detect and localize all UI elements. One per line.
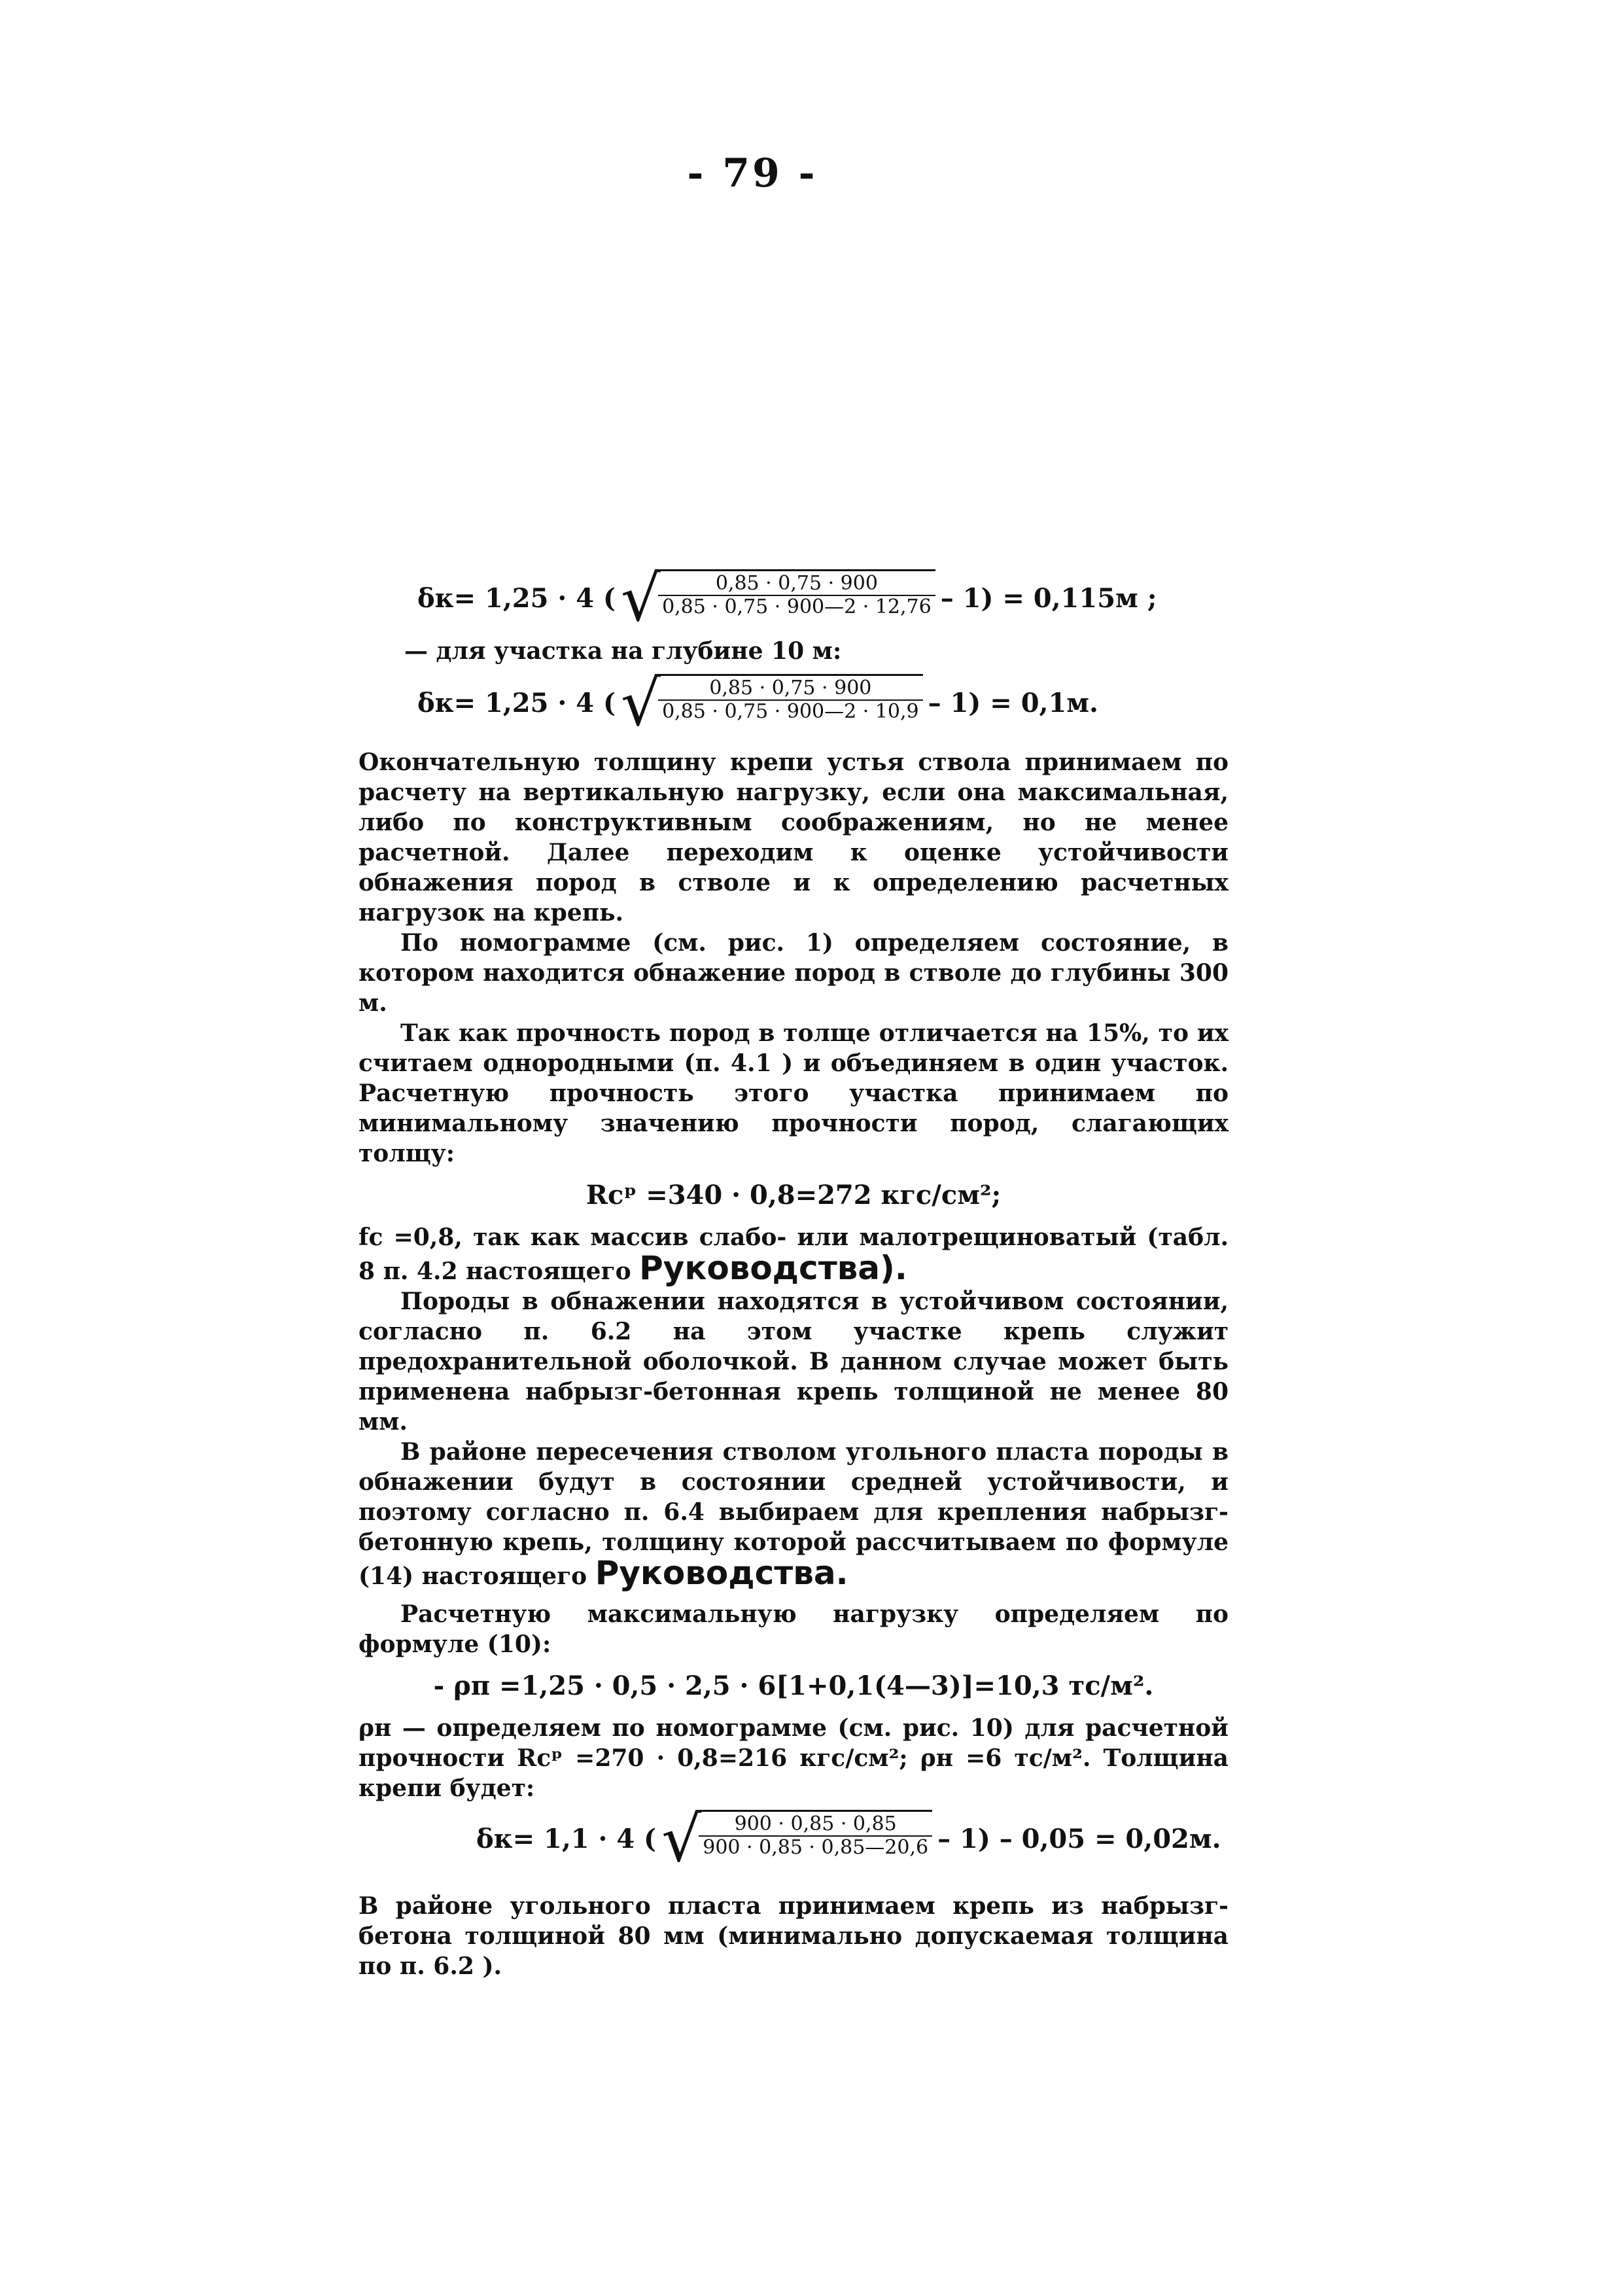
paragraph-conclusion: В районе угольного пласта принимаем крепь из набрызг-бетона толщиной 80 мм (минимально допускаемая толщина по п. 6.2 ). bbox=[358, 1892, 1229, 1980]
guide-reference: Руководства. bbox=[595, 1554, 848, 1592]
paragraph-nomogram: По номограмме (см. рис. 1) определяем состояние, в котором находится обнажение пород в стволе до глубины 300 м. bbox=[358, 929, 1229, 1017]
radical-sign: √ bbox=[661, 1803, 702, 1876]
page-number: - 79 - bbox=[687, 150, 818, 196]
formula-thickness-3 bbox=[476, 1803, 1229, 1876]
paragraph-stable-rock: Породы в обнажении находятся в устойчивом состоянии, согласно п. 6.2 на этом участке крепь служит предохранительной оболочкой. В данном случае может быть применена набрызг-бетонная крепь толщиной не менее 80 мм. bbox=[358, 1288, 1229, 1436]
spacer bbox=[358, 1875, 1229, 1891]
paragraph-fc-text: fс =0,8, так как массив слабо- или малотрещиноватый (табл. 8 п. 4.2 настоящего bbox=[358, 1224, 1229, 1285]
radical-sign: √ bbox=[620, 667, 661, 740]
formula-load: - ρп =1,25 · 0,5 · 2,5 · 6[1+0,1(4—3)]=10,3 тс/м². bbox=[433, 1670, 1154, 1701]
radical-sign: √ bbox=[620, 562, 661, 635]
fraction bbox=[699, 1810, 932, 1869]
formula-thickness-1 bbox=[417, 562, 1229, 635]
formula-rhs: – 1) = 0,1м. bbox=[928, 688, 1098, 718]
square-root bbox=[661, 1803, 932, 1876]
fraction-denominator: 0,85 · 0,75 · 900—2 · 10,9 bbox=[662, 700, 919, 723]
paragraph-coal-seam-text: В районе пересечения стволом угольного пласта породы в обнажении будут в состоянии средней устойчивости, и поэтому согласно п. 6.4 выбираем для крепления набрызг-бетонную крепь, толщину которой рассчитываем по формуле (14) настоящего bbox=[358, 1438, 1229, 1590]
spacer bbox=[358, 739, 1229, 747]
formula-lhs: δк= 1,25 · 4 ( bbox=[417, 688, 616, 718]
depth-caption: — для участка на глубине 10 м: bbox=[404, 637, 842, 665]
formula-rhs: – 1) = 0,115м ; bbox=[940, 583, 1157, 614]
fraction-numerator: 900 · 0,85 · 0,85 bbox=[734, 1812, 897, 1835]
formula-strength: Rсᵖ =340 · 0,8=272 кгс/см²; bbox=[585, 1180, 1002, 1210]
formula-lhs: δк= 1,25 · 4 ( bbox=[417, 583, 616, 614]
page-content bbox=[358, 563, 1229, 1981]
square-root bbox=[620, 562, 935, 635]
paragraph-fc bbox=[358, 1222, 1229, 1286]
paragraph-final-thickness: Окончательную толщину крепи устья ствола принимаем по расчету на вертикальную нагрузку, если она максимальная, либо по конструктивным соображениям, но не менее расчетной. Далее переходим к оценке устойчивости обнажения пород в стволе и к определению расчетных нагрузок на крепь. bbox=[358, 749, 1229, 927]
fraction bbox=[658, 674, 923, 733]
paragraph-strength: Так как прочность пород в толще отличается на 15%, то их считаем однородными (п. 4.1 ) и объединяем в один участок. Расчетную прочность этого участка принимаем по минимальному значению прочности пород, слагающих толщу: bbox=[358, 1019, 1229, 1167]
formula-lhs: δк= 1,1 · 4 ( bbox=[476, 1824, 657, 1854]
fraction bbox=[658, 569, 935, 628]
formula-rhs: – 1) – 0,05 = 0,02м. bbox=[937, 1824, 1221, 1854]
fraction-numerator: 0,85 · 0,75 · 900 bbox=[709, 677, 872, 699]
paragraph-max-load: Расчетную максимальную нагрузку определяем по формуле (10): bbox=[358, 1600, 1229, 1658]
spacer bbox=[358, 1591, 1229, 1599]
fraction-denominator: 0,85 · 0,75 · 900—2 · 12,76 bbox=[662, 595, 932, 618]
paragraph-nomogram-load: ρн — определяем по номограмме (см. рис. 10) для расчетной прочности Rсᵖ =270 · 0,8=216 кгс/см²; ρн =6 тс/м². Толщина крепи будет: bbox=[358, 1714, 1229, 1802]
fraction-numerator: 0,85 · 0,75 · 900 bbox=[715, 572, 878, 595]
formula-thickness-2 bbox=[417, 667, 1229, 740]
square-root bbox=[620, 667, 923, 740]
paragraph-coal-seam bbox=[358, 1437, 1229, 1591]
fraction-denominator: 900 · 0,85 · 0,85—20,6 bbox=[703, 1836, 929, 1859]
guide-reference: Руководства). bbox=[639, 1249, 907, 1287]
